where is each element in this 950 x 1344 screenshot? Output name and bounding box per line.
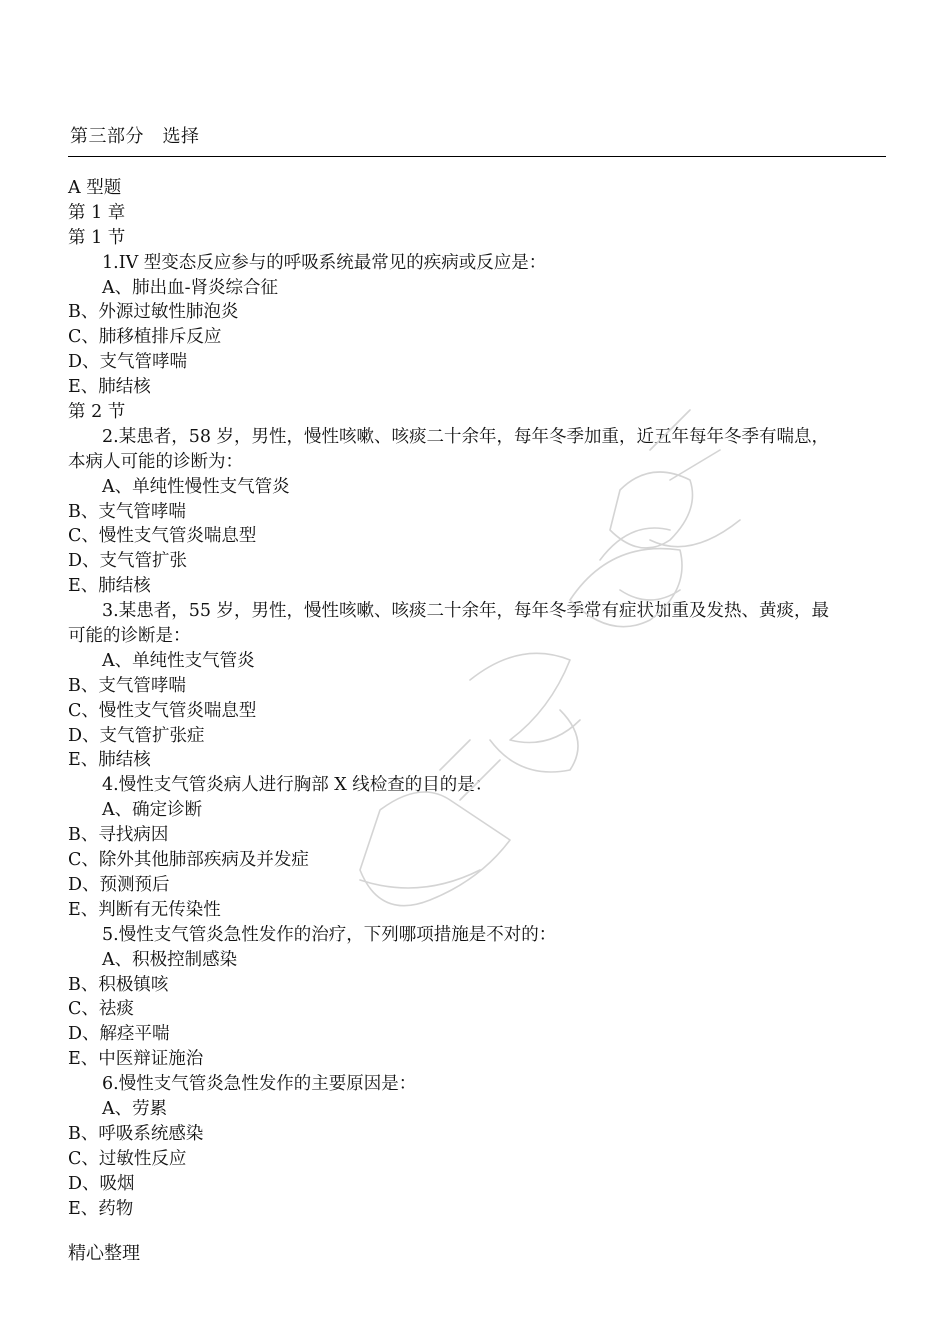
- text-line: D、预测预后: [68, 874, 170, 895]
- text-line: A、单纯性支气管炎: [102, 650, 255, 671]
- section-title: 第三部分 选择: [70, 126, 200, 147]
- text-line: B、支气管哮喘: [68, 501, 186, 522]
- text-line: E、肺结核: [68, 576, 151, 597]
- text-line: 第 2 节: [68, 402, 126, 423]
- text-line: D、支气管扩张: [68, 551, 188, 572]
- text-line: A、确定诊断: [102, 800, 203, 821]
- text-line: C、过敏性反应: [68, 1148, 187, 1169]
- text-line: C、肺移植排斥反应: [68, 327, 222, 348]
- text-line: D、支气管哮喘: [68, 352, 188, 373]
- text-line: B、支气管哮喘: [68, 675, 186, 696]
- text-line: A、积极控制感染: [102, 949, 238, 970]
- text-line: A、肺出血-肾炎综合征: [102, 277, 279, 298]
- text-line: 2.某患者，58 岁，男性，慢性咳嗽、咳痰二十余年，每年冬季加重，近五年每年冬季有喘息，: [102, 426, 830, 447]
- text-line: E、中医辩证施治: [68, 1049, 204, 1070]
- text-line: D、支气管扩张症: [68, 725, 205, 746]
- text-line: E、肺结核: [68, 750, 151, 771]
- text-line: 5.慢性支气管炎急性发作的治疗，下列哪项措施是不对的：: [102, 924, 557, 945]
- text-line: B、积极镇咳: [68, 974, 169, 995]
- text-line: A、单纯性慢性支气管炎: [102, 476, 290, 497]
- text-line: 可能的诊断是：: [68, 626, 191, 647]
- text-line: C、除外其他肺部疾病及并发症: [68, 850, 309, 871]
- text-line: E、药物: [68, 1198, 134, 1219]
- page-header: [68, 120, 886, 157]
- text-line: C、慢性支气管炎喘息型: [68, 526, 257, 547]
- text-line: D、解痉平喘: [68, 1024, 170, 1045]
- text-line: A、劳累: [102, 1098, 168, 1119]
- text-line: B、外源过敏性肺泡炎: [68, 302, 239, 323]
- text-line: 6.慢性支气管炎急性发作的主要原因是：: [102, 1074, 417, 1095]
- text-line: 本病人可能的诊断为：: [68, 451, 243, 472]
- text-line: 3.某患者，55 岁，男性，慢性咳嗽、咳痰二十余年，每年冬季常有症状加重及发热、黄痰，最: [102, 601, 830, 622]
- text-line: C、祛痰: [68, 999, 134, 1020]
- question-list: [68, 176, 886, 1221]
- text-line: B、呼吸系统感染: [68, 1123, 204, 1144]
- page-footer: 精心整理: [68, 1243, 140, 1264]
- text-line: A 型题: [68, 178, 122, 198]
- text-line: 1.IV 型变态反应参与的呼吸系统最常见的疾病或反应是：: [102, 252, 547, 273]
- text-line: D、吸烟: [68, 1173, 135, 1194]
- text-line: B、寻找病因: [68, 825, 169, 846]
- text-line: E、判断有无传染性: [68, 899, 221, 920]
- text-line: 第 1 章: [68, 202, 126, 223]
- text-line: 第 1 节: [68, 227, 126, 248]
- text-line: C、慢性支气管炎喘息型: [68, 700, 257, 721]
- text-line: E、肺结核: [68, 377, 151, 398]
- text-line: 4.慢性支气管炎病人进行胸部 X 线检查的目的是：: [102, 775, 493, 796]
